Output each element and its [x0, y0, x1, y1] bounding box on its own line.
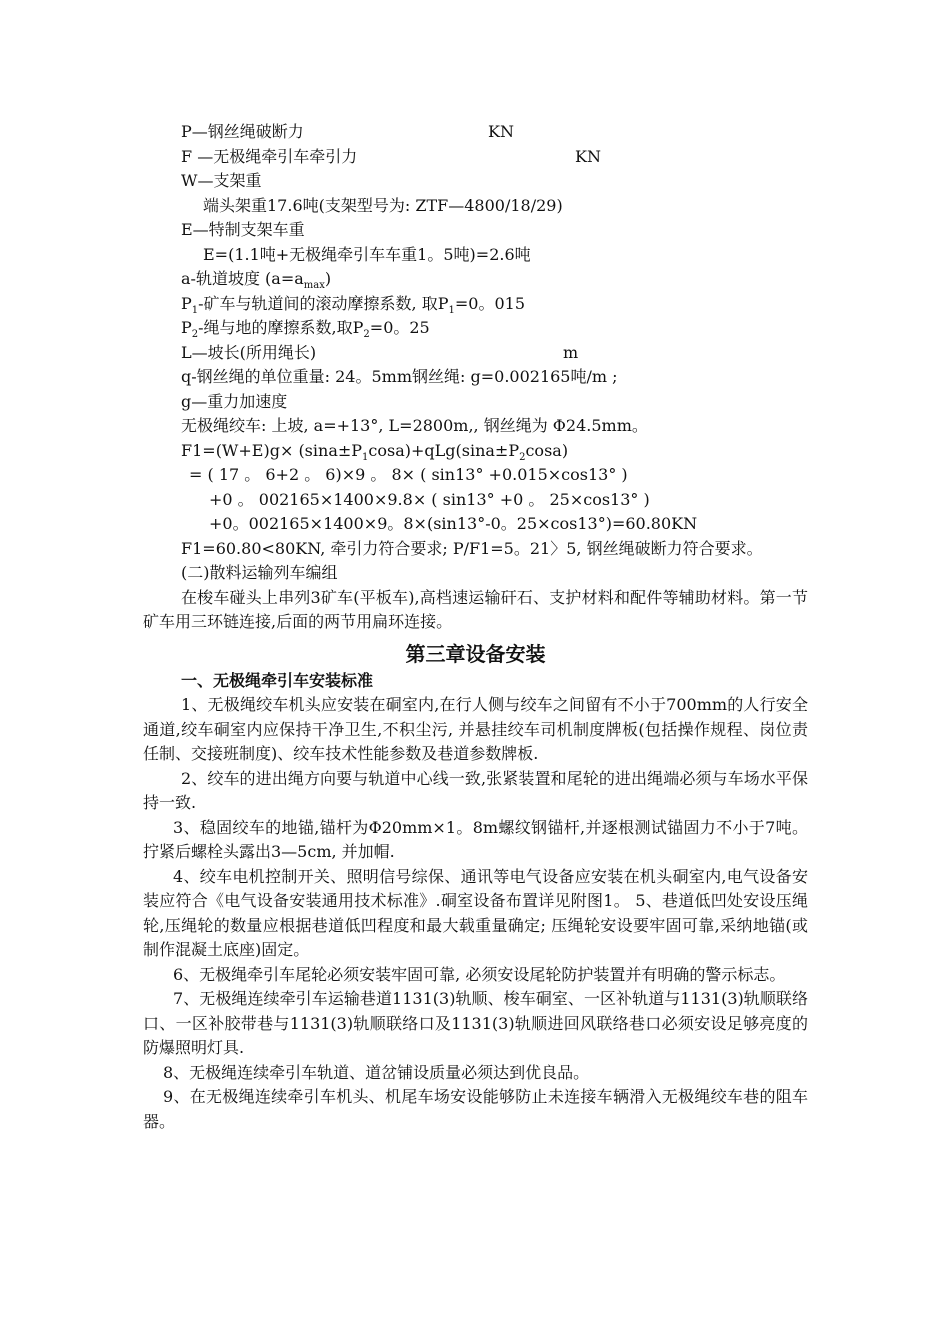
calc-line-1: = ( 17 。 6+2 。 6)×9 。 8× ( sin13° +0.015×cos13° ) [189, 465, 628, 484]
var-w-desc: 端头架重17.6吨(支架型号为: ZTF—4800/18/29) [203, 195, 563, 215]
var-p1: $P_1-$矿车与轨道间的滚动摩擦系数, 取$P_1=0$。015 [181, 293, 526, 316]
item-7: 7、无极绳连续牵引车运输巷道1131(3)轨顺、梭车硐室、一区补轨道与1131(3)轨顺联络口、一区补胶带巷与1131(3)轨顺联络口及1131(3)轨顺进回风联络巷口必须安设足够亮度的防爆照明灯具. [143, 989, 808, 1057]
var-p2: $P_2-$绳与地的摩擦系数,取$P_2=0$。25 [181, 318, 430, 341]
var-p-unit: KN [488, 122, 514, 141]
var-q: q-钢丝绳的单位重量: 24。5mm钢丝绳: g=0.002165吨/m ; [181, 367, 618, 386]
item-8: 8、无极绳连续牵引车轨道、道岔铺设质量必须达到优良品。 [163, 1062, 590, 1082]
var-f-line [143, 145, 808, 170]
calc-case: 无极绳绞车: 上坡, a=+13°, L=2800m,, 钢丝绳为 Φ24.5mm。 [181, 416, 648, 435]
var-f-label: F —无极绳牵引车牵引力 [181, 146, 358, 166]
var-w: W—支架重 [181, 171, 262, 190]
var-g: g—重力加速度 [181, 391, 288, 411]
bulk-heading: (二)散料运输列车编组 [181, 563, 338, 582]
section-title: 一、无极绳牵引车安装标准 [181, 670, 374, 690]
document-body [143, 120, 808, 1134]
var-p-label: P—钢丝绳破断力 [181, 122, 304, 141]
var-e-desc: E=(1.1吨+无极绳牵引车车重1。5吨)=2.6吨 [203, 244, 531, 264]
var-a: a-轨道坡度 $(a=a_{max})$ [181, 269, 332, 292]
item-9: 9、在无极绳连续牵引车机头、机尾车场安设能够防止未连接车辆滑入无极绳绞车巷的阻车器。 [143, 1087, 808, 1131]
item-2: 2、绞车的进出绳方向要与轨道中心线一致,张紧装置和尾轮的进出绳端必须与车场水平保持一致. [143, 768, 808, 812]
calc-line-3: +0。002165×1400×9。8×(sin13°-0。25×cos13°)=60.80KN [209, 514, 698, 533]
var-f-unit: KN [575, 146, 601, 166]
calc-formula: $F1=(W+E)g\times (\sin a\pm P_1\cos a)+qLg(\sin a\pm P_2\cos a)$ [181, 440, 569, 463]
var-e: E—特制支架车重 [181, 220, 305, 239]
var-l-label: L—坡长(所用绳长) [181, 342, 317, 362]
var-l-unit: m [563, 342, 579, 362]
var-l-line [143, 341, 808, 366]
chapter-title: 第三章设备安装 [405, 641, 546, 666]
item-3: 3、稳固绞车的地锚,锚杆为Φ20mm×1。8m螺纹钢锚杆,并逐根测试锚固力不小于7吨。拧紧后螺栓头露出3—5cm, 并加帽. [143, 817, 808, 861]
item-6: 6、无极绳牵引车尾轮必须安装牢固可靠, 必须安设尾轮防护装置并有明确的警示标志。 [173, 964, 786, 984]
item-4: 4、绞车电机控制开关、照明信号综保、通讯等电气设备应安装在机头硐室内,电气设备安装应符合《电气设备安装通用技术标准》.硐室设备布置详见附图1。 5、巷道低凹处安设压绳轮,压绳轮的数量应根据巷道低凹程度和最大载重量确定; 压绳轮安设要牢固可靠,采纳地锚(或制作混凝土底座)固定。 [143, 866, 808, 959]
calc-line-2: +0 。 002165×1400×9.8× ( sin13° +0 。 25×cos13° ) [209, 489, 650, 509]
bulk-text: 在梭车碰头上串列3矿车(平板车),高档速运输矸石、支护材料和配件等辅助材料。第一节矿车用三环链连接,后面的两节用扁环连接。 [143, 587, 808, 631]
var-p-line [143, 120, 808, 145]
item-1: 1、无极绳绞车机头应安装在硐室内,在行人侧与绞车之间留有不小于700mm的人行安全通道,绞车硐室内应保持干净卫生,不积尘污, 并悬挂绞车司机制度牌板(包括操作规程、岗位责任制、交接班制度)、绞车技术性能参数及巷道参数牌板. [143, 695, 808, 763]
calc-result: F1=60.80<80KN, 牵引力符合要求; P/F1=5。21〉5, 钢丝绳破断力符合要求。 [181, 538, 763, 558]
